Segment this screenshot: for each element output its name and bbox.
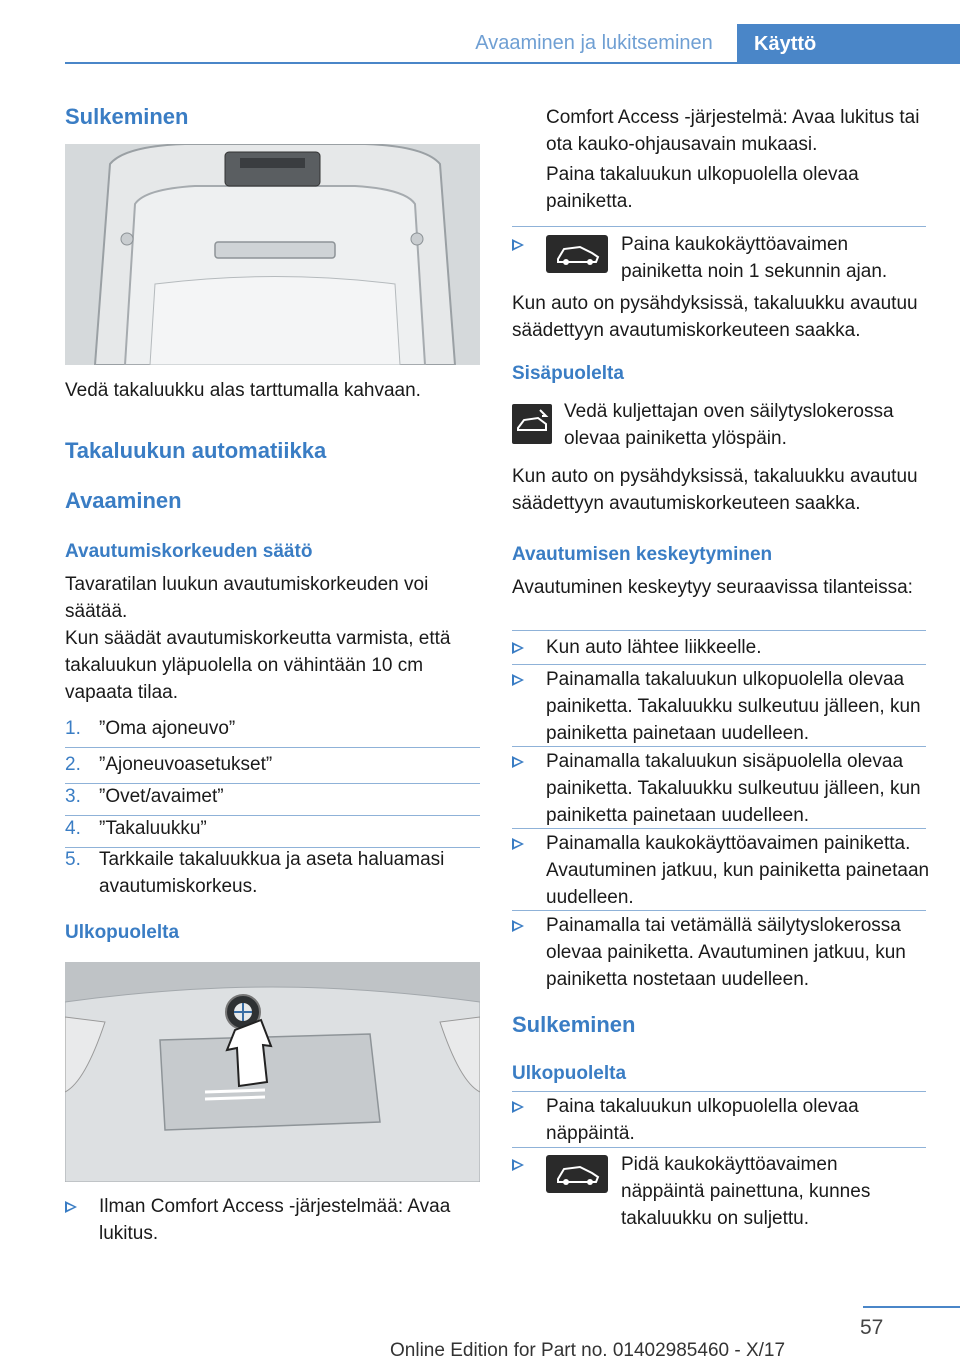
height-adjust-heading: Avautumiskorkeuden säätö [65,541,313,562]
inside-text: Vedä kuljettajan oven säilytyslokerossa olevaa painiketta ylöspäin. [564,401,894,449]
interior-tailgate-switch-icon [512,404,552,444]
stopped-text-2: Kun auto on pysähdyksissä, takaluukku avautuu säädettyyn avautumiskorkeuteen saakka. [512,466,918,514]
bullet-triangle-icon [512,756,524,768]
footer-rule [863,1306,960,1308]
divider [512,1147,926,1148]
comfort-access-p2: Paina takaluukun ulkopuolella olevaa painiketta. [546,164,859,212]
list-item: Paina takaluukun ulkopuolella olevaa näppäintä. [512,1093,926,1147]
header-rule [65,62,960,64]
chapter-tab[interactable]: Käyttö [737,24,960,64]
divider [512,828,926,829]
list-item: Painamalla takaluukun sisäpuolella olevaa painiketta. Takaluukku sulkeutuu jälleen, kun painiketta painetaan uudelleen. [512,748,926,829]
divider [512,630,926,631]
list-item: 2. ”Ajoneuvoasetukset” [65,754,273,775]
inside-heading: Sisäpuolelta [512,363,624,384]
height-adjust-p2: Kun säädät avautumiskorkeutta varmista, että takaluukun yläpuolella on vähintään 10 cm vapaata tilaa. [65,628,451,703]
list-item: Painamalla tai vetämällä säilytyslokerossa olevaa painiketta. Avautuminen jatkuu, kun painiketta nostetaan uudelleen. [512,912,926,993]
car-key-tailgate-icon [546,235,608,273]
list-item: 5. Tarkkaile takaluukkua ja aseta haluamasi avautumiskorkeus. [65,849,445,897]
trunk-button-illustration [65,962,480,1182]
comfort-access-p1: Comfort Access -järjestelmä: Avaa lukitus tai ota kauko-ohjausavain mukaasi. [546,107,920,155]
closing-caption: Vedä takaluukku alas tarttumalla kahvaan. [65,380,421,401]
edition-footer: Online Edition for Part no. 01402985460 - X/17 [390,1340,786,1361]
stopped-text-1: Kun auto on pysähdyksissä, takaluukku avautuu säädettyyn avautumiskorkeuteen saakka. [512,293,918,341]
divider [512,664,926,665]
bullet-triangle-icon [512,1159,524,1171]
divider [512,746,926,747]
bullet-triangle-icon [65,1201,77,1213]
bullet-triangle-icon [512,674,524,686]
list-item: 3. ”Ovet/avaimet” [65,786,224,807]
running-header-section: Avaaminen ja lukitseminen [475,32,713,54]
auto-heading: Takaluukun automatiikka [65,438,327,463]
bullet-triangle-icon [512,920,524,932]
bullet-triangle-icon [512,642,524,654]
page-number: 57 [860,1316,884,1339]
bullet-triangle-icon [512,838,524,850]
divider [512,1091,926,1092]
divider [65,747,480,748]
car-key-tailgate-icon [546,1155,608,1193]
closing-heading-right: Sulkeminen [512,1012,636,1037]
interrupt-heading: Avautumisen keskeytyminen [512,544,773,565]
outside-heading: Ulkopuolelta [65,922,180,943]
list-item: Pidä kaukokäyttöavaimen näppäintä painettuna, kunnes takaluukku on suljettu. [512,1151,926,1232]
closing-outside-heading: Ulkopuolelta [512,1063,627,1084]
bullet-triangle-icon [512,1101,524,1113]
bullet-triangle-icon [512,239,524,251]
interrupt-intro: Avautuminen keskeytyy seuraavissa tilanteissa: [512,577,913,598]
height-adjust-p1: Tavaratilan luukun avautumiskorkeuden voi säätää. [65,574,429,622]
closing-heading: Sulkeminen [65,104,189,129]
list-item: Paina kaukokäyttöavaimen painiketta noin 1 sekunnin ajan. [512,231,926,285]
list-item: 1. ”Oma ajoneuvo” [65,718,236,739]
list-item: Painamalla takaluukun ulkopuolella olevaa painiketta. Takaluukku sulkeutuu jälleen, kun painiketta painetaan uudelleen. [512,666,926,747]
list-item: Kun auto lähtee liikkeelle. [512,634,926,661]
divider [512,226,926,227]
opening-heading: Avaaminen [65,488,182,513]
list-item: 4. ”Takaluukku” [65,818,207,839]
divider [512,910,926,911]
list-item: Ilman Comfort Access -järjestelmää: Avaa lukitus. [65,1193,480,1247]
tailgate-handle-illustration [65,144,480,365]
list-item: Painamalla kaukokäyttöavaimen painiketta. Avautuminen jatkuu, kun painiketta painetaan uudelleen. [512,830,932,911]
